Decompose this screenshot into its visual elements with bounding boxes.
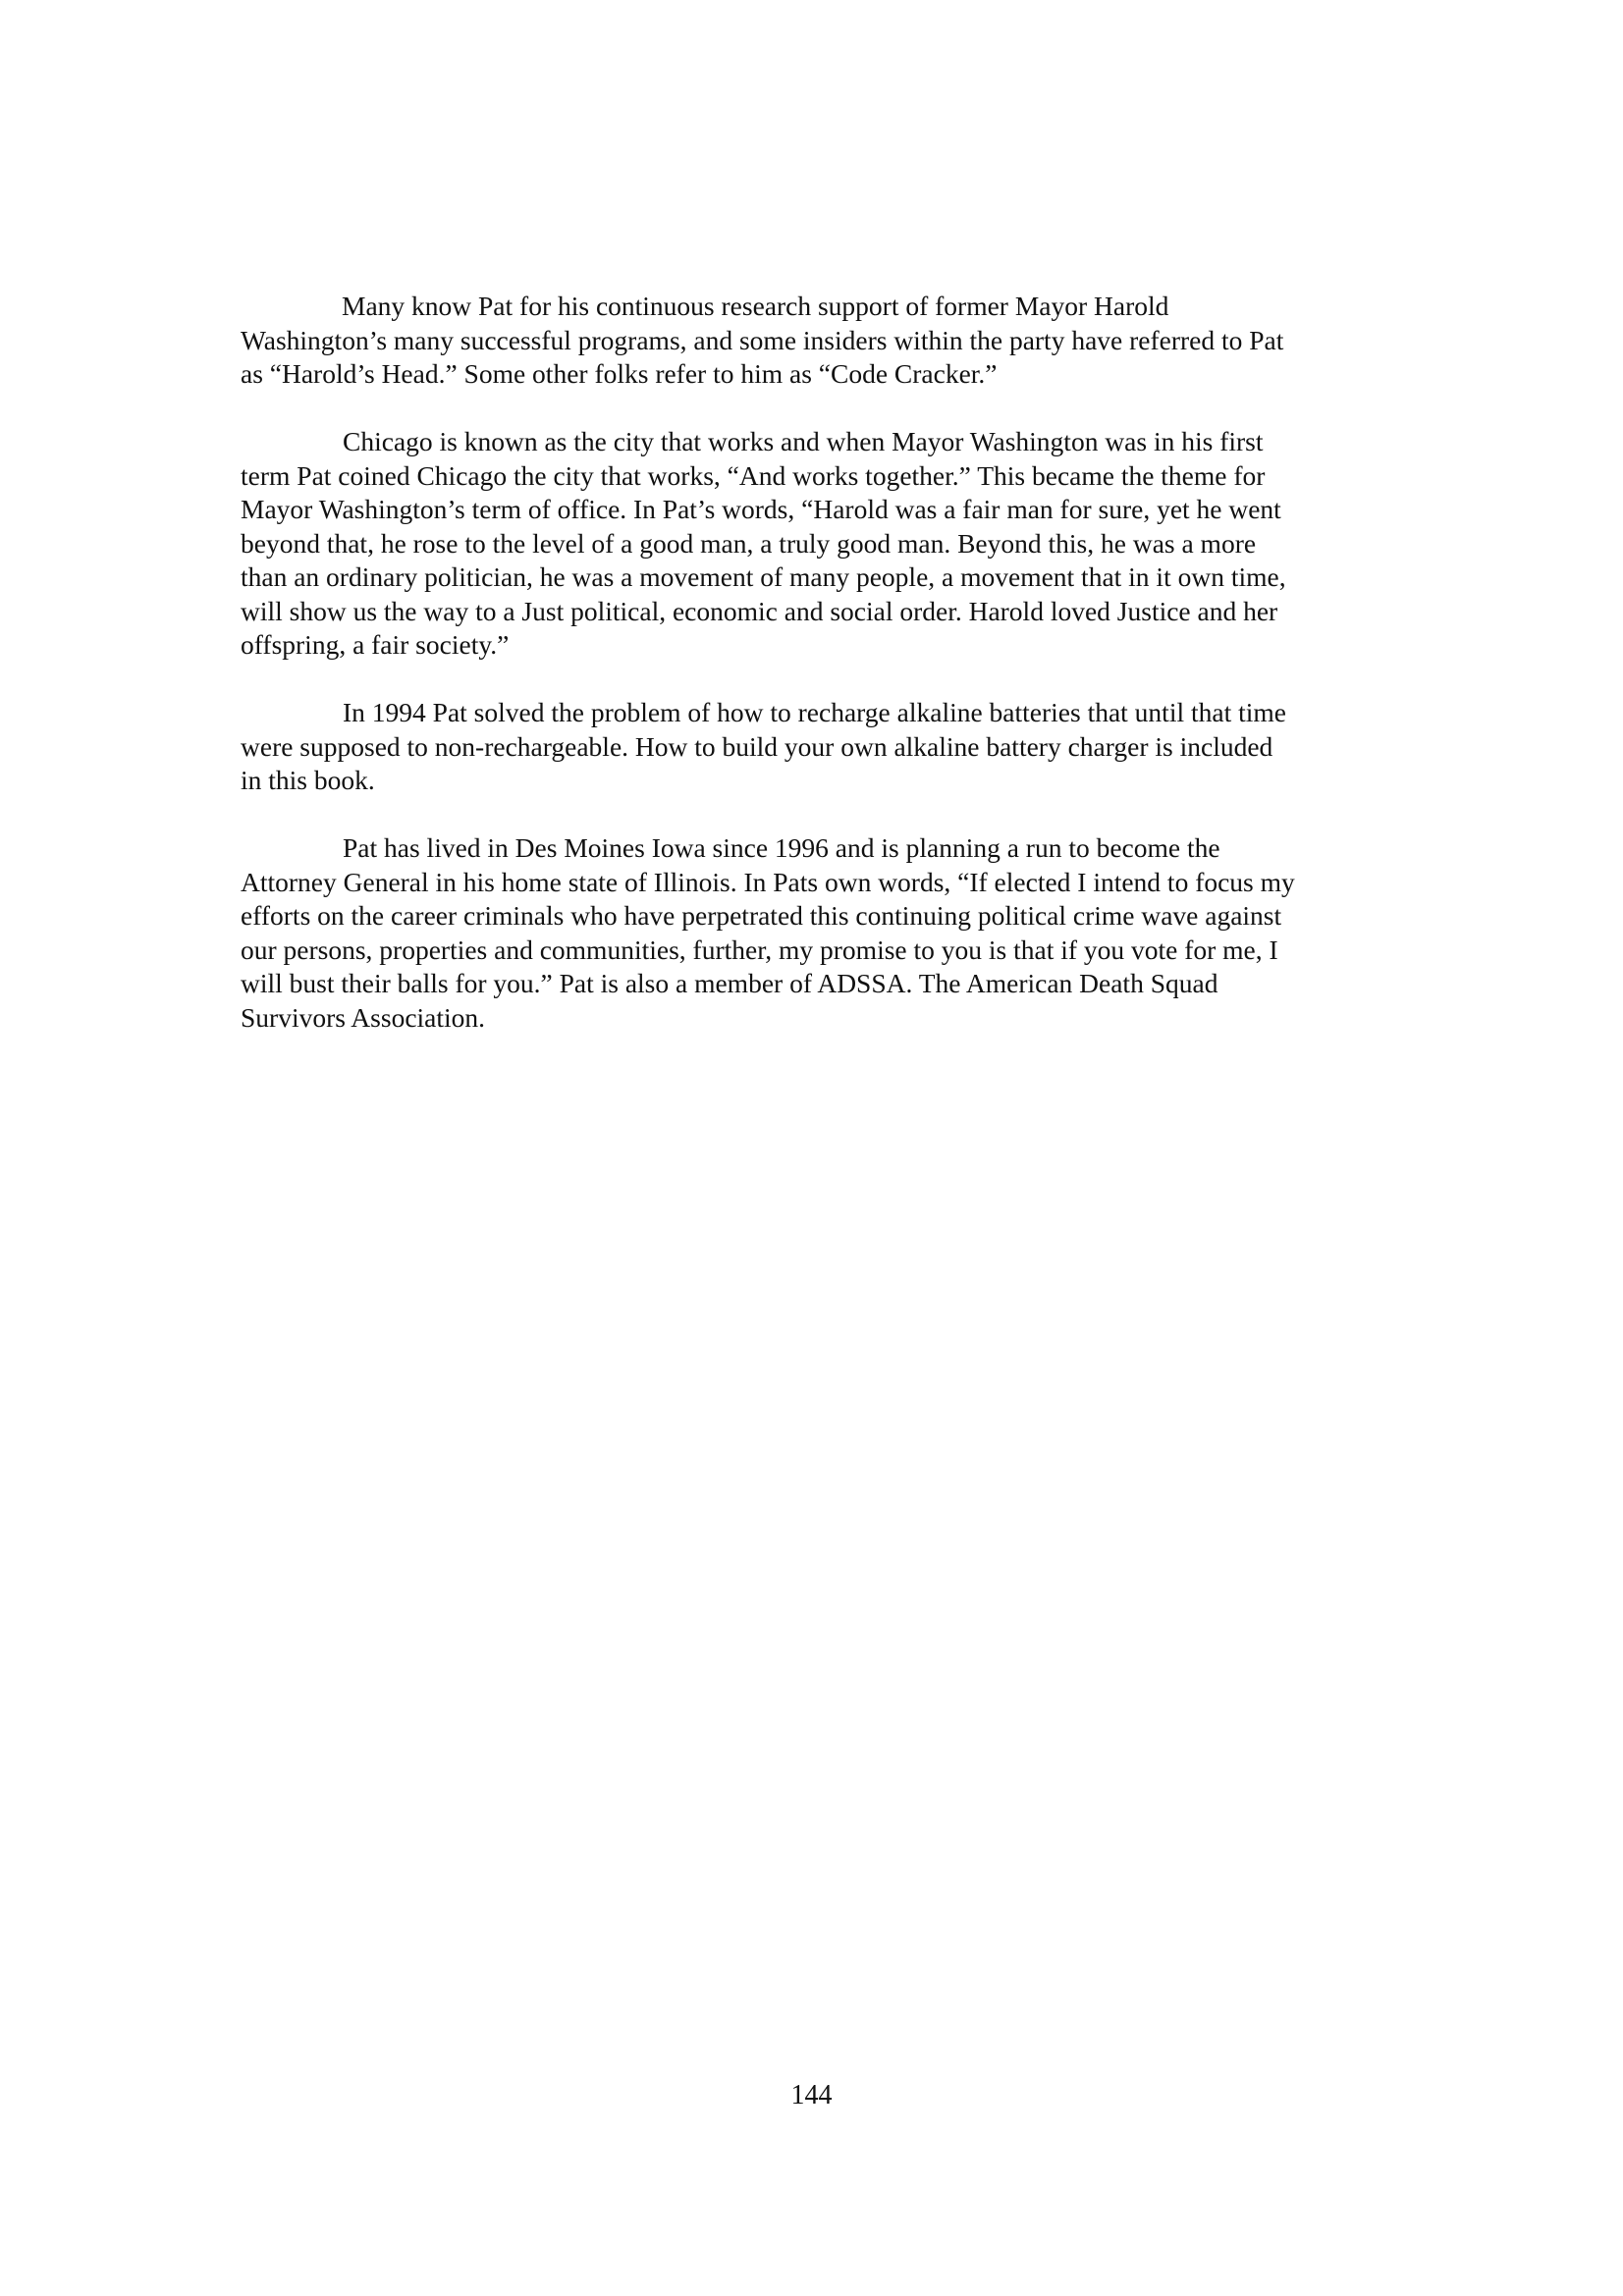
- text-line: Survivors Association.: [241, 1001, 486, 1033]
- text-line: will show us the way to a Just political, economic and social order. Harold loved Justice and her: [241, 595, 1278, 626]
- text-line: in this book.: [241, 765, 375, 795]
- text-line: Washington’s many successful programs, and some insiders within the party have referred to Pat: [241, 324, 1284, 355]
- paragraph-alkaline-batteries: [241, 696, 1394, 798]
- text-line: will bust their balls for you.” Pat is also a member of ADSSA. The American Death Squad: [241, 968, 1218, 998]
- text-line: Attorney General in his home state of Illinois. In Pats own words, “If elected I intend to focus my: [241, 866, 1295, 897]
- text-line: efforts on the career criminals who have perpetrated this continuing political crime wave against: [241, 900, 1282, 931]
- paragraph-harold-head: [241, 290, 1394, 392]
- text-line: In 1994 Pat solved the problem of how to recharge alkaline batteries that until that time: [343, 697, 1286, 727]
- text-line: offspring, a fair society.”: [241, 629, 510, 660]
- text-line: beyond that, he rose to the level of a good man, a truly good man. Beyond this, he was a more: [241, 527, 1257, 559]
- text-line: Pat has lived in Des Moines Iowa since 1996 and is planning a run to become the: [343, 832, 1220, 863]
- body-text: [241, 290, 1394, 1069]
- text-line: term Pat coined Chicago the city that works, “And works together.” This became the theme for: [241, 459, 1266, 491]
- text-line: were supposed to non-rechargeable. How to build your own alkaline battery charger is included: [241, 730, 1273, 762]
- page-number: 144: [790, 2080, 833, 2110]
- paragraph-city-that-works: [241, 425, 1394, 663]
- text-line: as “Harold’s Head.” Some other folks refer to him as “Code Cracker.”: [241, 358, 998, 389]
- text-line: than an ordinary politician, he was a movement of many people, a movement that in it own time,: [241, 561, 1286, 592]
- text-line: Chicago is known as the city that works and when Mayor Washington was in his first: [343, 426, 1264, 456]
- text-line: Mayor Washington’s term of office. In Pat’s words, “Harold was a fair man for sure, yet he went: [241, 494, 1281, 524]
- text-line: our persons, properties and communities, further, my promise to you is that if you vote for me, I: [241, 934, 1278, 965]
- paragraph-des-moines: [241, 831, 1394, 1035]
- text-line: Many know Pat for his continuous research support of former Mayor Harold: [342, 291, 1169, 321]
